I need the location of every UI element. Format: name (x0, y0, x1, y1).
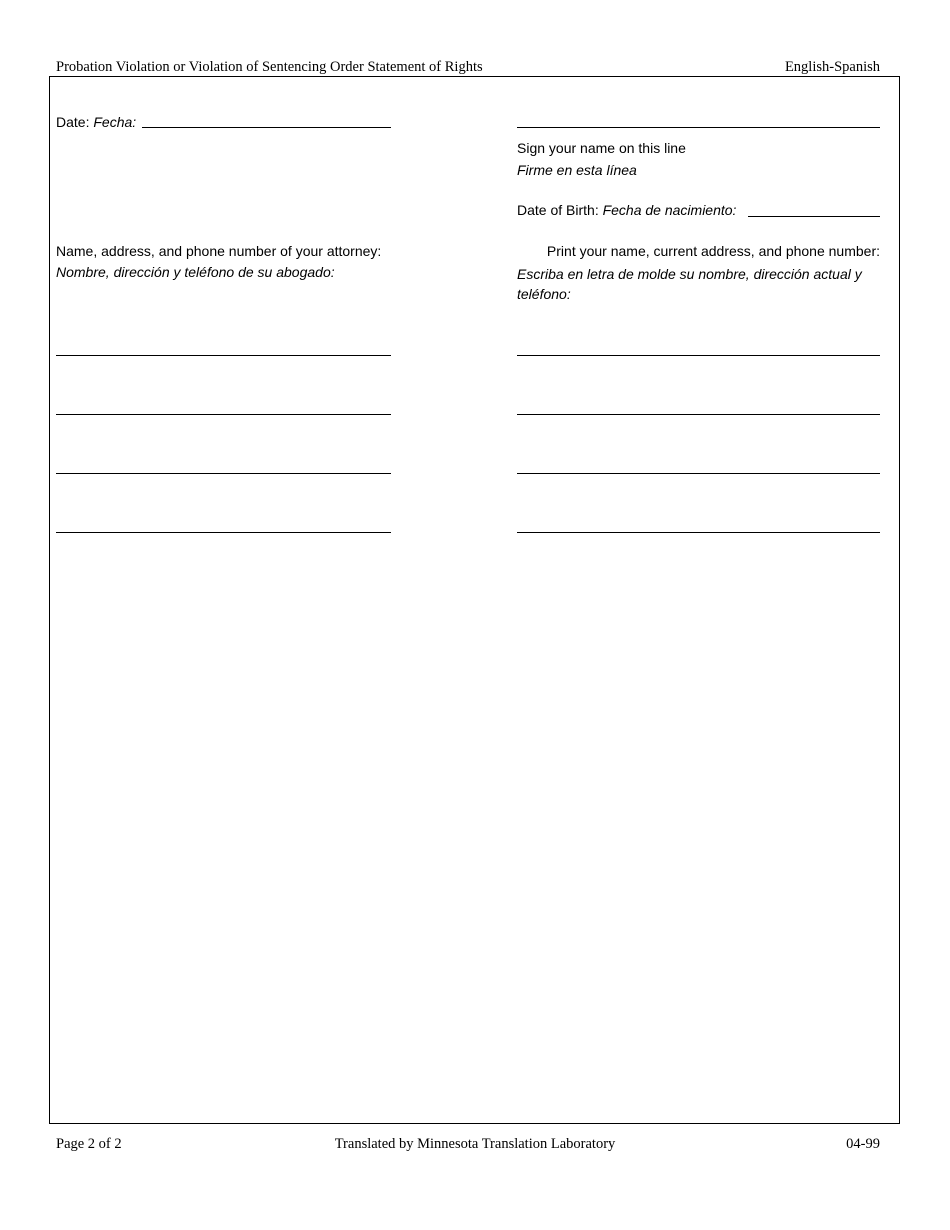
print-line-2[interactable] (517, 414, 880, 415)
attorney-line-1[interactable] (56, 355, 391, 356)
date-label (56, 114, 136, 130)
dob-label (517, 202, 736, 218)
attorney-label-es: Nombre, dirección y teléfono de su abogado: (56, 264, 335, 280)
signature-field[interactable] (517, 127, 880, 128)
print-label-en: Print your name, current address, and phone number: (546, 243, 880, 259)
print-line-1[interactable] (517, 355, 880, 356)
print-line-4[interactable] (517, 532, 880, 533)
form-date: 04-99 (846, 1136, 880, 1152)
page-number: Page 2 of 2 (56, 1136, 122, 1152)
translator-credit: Translated by Minnesota Translation Laboratory (334, 1136, 616, 1152)
print-line-3[interactable] (517, 473, 880, 474)
attorney-label-en: Name, address, and phone number of your attorney: (56, 243, 382, 259)
dob-label-es: Fecha de nacimiento: (602, 202, 737, 218)
attorney-line-3[interactable] (56, 473, 391, 474)
date-field[interactable] (142, 127, 391, 128)
language-label: English-Spanish (784, 59, 880, 75)
sign-label-en: Sign your name on this line (517, 140, 686, 156)
sign-label-es: Firme en esta línea (517, 162, 637, 178)
dob-label-en: Date of Birth: (517, 202, 599, 218)
attorney-line-4[interactable] (56, 532, 391, 533)
date-label-en: Date: (56, 114, 90, 130)
document-title: Probation Violation or Violation of Sentencing Order Statement of Rights (56, 59, 483, 75)
dob-field[interactable] (748, 216, 880, 217)
print-label-es: Escriba en letra de molde su nombre, dirección actual y teléfono: (517, 266, 862, 302)
date-label-es: Fecha: (93, 114, 137, 130)
attorney-line-2[interactable] (56, 414, 391, 415)
form-frame (49, 76, 900, 1124)
